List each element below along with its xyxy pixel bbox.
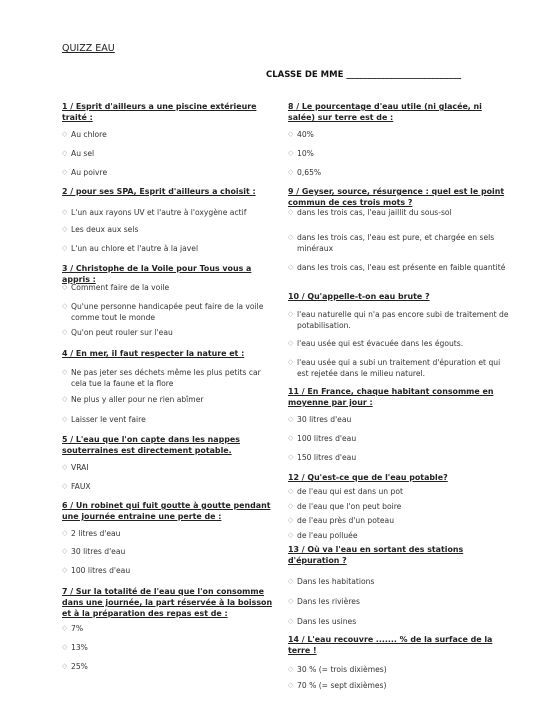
answer-option[interactable] (288, 262, 510, 273)
question-6: 13 / Où va l'eau en sortant des stations d'épuration ? (288, 545, 464, 565)
answer-option-label: L'un aux rayons UV et l'autre à l'oxygène actif (71, 208, 247, 217)
diamond-bullet-icon: ◇ (62, 130, 68, 138)
diamond-bullet-icon: ◇ (288, 310, 294, 318)
answer-option-label: l'eau naturelle qui n'a pas encore subi de traitement de potabilisation. (297, 310, 509, 330)
question-2: 2 / pour ses SPA, Esprit d'ailleurs a choisit : (62, 187, 256, 196)
answer-option-label: Qu'on peut rouler sur l'eau (71, 328, 173, 337)
page-title: QUIZZ EAU (62, 43, 115, 54)
diamond-bullet-icon: ◇ (288, 149, 294, 157)
answer-option-label: Les deux aux sels (71, 225, 139, 234)
answer-option-label: Dans les usines (297, 617, 357, 626)
answer-option[interactable] (288, 232, 510, 254)
diamond-bullet-icon: ◇ (62, 529, 68, 537)
answer-option[interactable] (62, 394, 274, 405)
diamond-bullet-icon: ◇ (62, 624, 68, 632)
answer-option[interactable] (288, 530, 510, 541)
answer-option-label: Ne pas jeter ses déchets même les plus petits car cela tue la faune et la flore (71, 368, 261, 388)
answer-option-label: l'eau usée qui est évacuée dans les égouts. (297, 339, 464, 348)
diamond-bullet-icon: ◇ (288, 415, 294, 423)
diamond-bullet-icon: ◇ (62, 302, 68, 310)
answer-option[interactable] (62, 623, 274, 634)
answer-option[interactable] (62, 642, 274, 653)
answer-option[interactable] (288, 501, 510, 512)
answer-option[interactable] (288, 616, 510, 627)
diamond-bullet-icon: ◇ (288, 168, 294, 176)
answer-option[interactable] (288, 576, 510, 587)
diamond-bullet-icon: ◇ (62, 463, 68, 471)
question-6: 6 / Un robinet qui fuit goutte à goutte pendant une journée entraine une perte de : (62, 501, 271, 521)
answer-option[interactable] (288, 207, 510, 218)
answer-option-label: 100 litres d'eau (297, 434, 357, 443)
question-4: 4 / En mer, il faut respecter la nature et : (62, 349, 245, 358)
answer-option[interactable] (62, 414, 274, 425)
diamond-bullet-icon: ◇ (62, 208, 68, 216)
answer-option-label: Au sel (71, 149, 95, 158)
answer-option[interactable] (62, 282, 274, 293)
diamond-bullet-icon: ◇ (62, 328, 68, 336)
answer-option[interactable] (288, 129, 510, 140)
diamond-bullet-icon: ◇ (288, 358, 294, 366)
diamond-bullet-icon: ◇ (62, 395, 68, 403)
answer-option[interactable] (288, 357, 510, 379)
answer-option-label: 70 % (= sept dixièmes) (297, 681, 387, 690)
diamond-bullet-icon: ◇ (288, 577, 294, 585)
diamond-bullet-icon: ◇ (62, 149, 68, 157)
answer-option-label: dans les trois cas, l'eau jaillit du sous-sol (297, 208, 452, 217)
question-7: 14 / L'eau recouvre ....... % de la surface de la terre ! (288, 635, 493, 655)
answer-option-label: 150 litres d'eau (297, 453, 357, 462)
answer-option-label: 2 litres d'eau (71, 529, 121, 538)
answer-option[interactable] (62, 661, 274, 672)
diamond-bullet-icon: ◇ (62, 566, 68, 574)
diamond-bullet-icon: ◇ (62, 168, 68, 176)
answer-option-label: 13% (71, 643, 88, 652)
diamond-bullet-icon: ◇ (288, 665, 294, 673)
answer-option-label: 0,65% (297, 168, 322, 177)
answer-option-label: Dans les rivières (297, 597, 360, 606)
diamond-bullet-icon: ◇ (288, 597, 294, 605)
diamond-bullet-icon: ◇ (288, 233, 294, 241)
answer-option-label: Ne plus y aller pour ne rien abîmer (71, 395, 204, 404)
answer-option-label: 25% (71, 662, 88, 671)
answer-option-label: FAUX (71, 482, 91, 491)
answer-option[interactable] (62, 462, 274, 473)
diamond-bullet-icon: ◇ (62, 225, 68, 233)
answer-option-label: 30 litres d'eau (71, 547, 126, 556)
answer-option-label: de l'eau que l'on peut boire (297, 502, 402, 511)
answer-option[interactable] (288, 664, 510, 675)
question-1: 8 / Le pourcentage d'eau utile (ni glacée, ni salée) sur terre est de : (288, 102, 482, 122)
answer-option[interactable] (288, 309, 510, 331)
diamond-bullet-icon: ◇ (62, 482, 68, 490)
answer-option[interactable] (62, 481, 274, 492)
answer-option[interactable] (62, 224, 274, 235)
answer-option[interactable] (62, 243, 274, 254)
answer-option-label: 30 % (= trois dixièmes) (297, 665, 387, 674)
question-2: 9 / Geyser, source, résurgence : quel est le point commun de ces trois mots ? (288, 187, 505, 207)
answer-option-label: 100 litres d'eau (71, 566, 131, 575)
diamond-bullet-icon: ◇ (62, 415, 68, 423)
answer-option-label: Laisser le vent faire (71, 415, 146, 424)
answer-option[interactable] (62, 546, 274, 557)
answer-option[interactable] (288, 167, 510, 178)
diamond-bullet-icon: ◇ (288, 617, 294, 625)
question-4: 11 / En France, chaque habitant consomme en moyenne par jour : (288, 387, 494, 407)
answer-option-label: Comment faire de la voile (71, 283, 170, 292)
diamond-bullet-icon: ◇ (288, 263, 294, 271)
diamond-bullet-icon: ◇ (288, 130, 294, 138)
answer-option-label: VRAI (71, 463, 89, 472)
answer-option-label: de l'eau près d'un poteau (297, 516, 395, 525)
answer-option[interactable] (288, 433, 510, 444)
diamond-bullet-icon: ◇ (288, 681, 294, 689)
diamond-bullet-icon: ◇ (288, 453, 294, 461)
answer-option-label: L'un au chlore et l'autre à la javel (71, 244, 199, 253)
answer-option-label: 30 litres d'eau (297, 415, 352, 424)
answer-option-label: Dans les habitations (297, 577, 375, 586)
answer-option-label: de l'eau polluée (297, 531, 358, 540)
question-3: 3 / Christophe de la Voile pour Tous vous a appris : (62, 264, 252, 284)
answer-option[interactable] (62, 301, 274, 323)
class-line: CLASSE DE MME ___________________________ (266, 70, 462, 80)
answer-option[interactable] (62, 167, 274, 178)
answer-option-label: Au poivre (71, 168, 108, 177)
question-7: 7 / Sur la totalité de l'eau que l'on consomme dans une journée, la part réservée à la boisson et à la préparation des repas est de : (62, 587, 273, 618)
answer-option[interactable] (288, 338, 510, 349)
diamond-bullet-icon: ◇ (62, 244, 68, 252)
diamond-bullet-icon: ◇ (288, 531, 294, 539)
diamond-bullet-icon: ◇ (62, 368, 68, 376)
question-1: 1 / Esprit d'ailleurs a une piscine extérieure traité : (62, 102, 257, 122)
answer-option[interactable] (62, 148, 274, 159)
diamond-bullet-icon: ◇ (288, 339, 294, 347)
answer-option[interactable] (288, 414, 510, 425)
diamond-bullet-icon: ◇ (288, 487, 294, 495)
question-3: 10 / Qu'appelle-t-on eau brute ? (288, 292, 430, 301)
diamond-bullet-icon: ◇ (288, 434, 294, 442)
answer-option[interactable] (62, 129, 274, 140)
answer-option-label: dans les trois cas, l'eau est présente en faible quantité (297, 263, 506, 272)
answer-option[interactable] (288, 148, 510, 159)
diamond-bullet-icon: ◇ (288, 502, 294, 510)
diamond-bullet-icon: ◇ (62, 643, 68, 651)
answer-option[interactable] (62, 528, 274, 539)
answer-option[interactable] (288, 680, 510, 691)
answer-option[interactable] (62, 565, 274, 576)
answer-option[interactable] (288, 515, 510, 526)
answer-option[interactable] (62, 207, 274, 218)
answer-option[interactable] (288, 452, 510, 463)
answer-option[interactable] (62, 367, 274, 389)
answer-option-label: de l'eau qui est dans un pot (297, 487, 403, 496)
diamond-bullet-icon: ◇ (62, 662, 68, 670)
diamond-bullet-icon: ◇ (62, 283, 68, 291)
answer-option-label: dans les trois cas, l'eau est pure, et chargée en sels minéraux (297, 233, 495, 253)
answer-option-label: Au chlore (71, 130, 107, 139)
answer-option[interactable] (62, 327, 274, 338)
question-5: 12 / Qu'est-ce que de l'eau potable? (288, 473, 448, 482)
answer-option-label: Qu'une personne handicapée peut faire de la voile comme tout le monde (71, 302, 264, 322)
diamond-bullet-icon: ◇ (62, 547, 68, 555)
question-5: 5 / L'eau que l'on capte dans les nappes souterraines est directement potable. (62, 435, 240, 455)
answer-option[interactable] (288, 486, 510, 497)
answer-option-label: 40% (297, 130, 314, 139)
answer-option[interactable] (288, 596, 510, 607)
diamond-bullet-icon: ◇ (288, 516, 294, 524)
answer-option-label: 10% (297, 149, 314, 158)
answer-option-label: 7% (71, 624, 84, 633)
diamond-bullet-icon: ◇ (288, 208, 294, 216)
answer-option-label: l'eau usée qui a subi un traitement d'épuration et qui est rejetée dans le milieu naturel. (297, 358, 501, 378)
